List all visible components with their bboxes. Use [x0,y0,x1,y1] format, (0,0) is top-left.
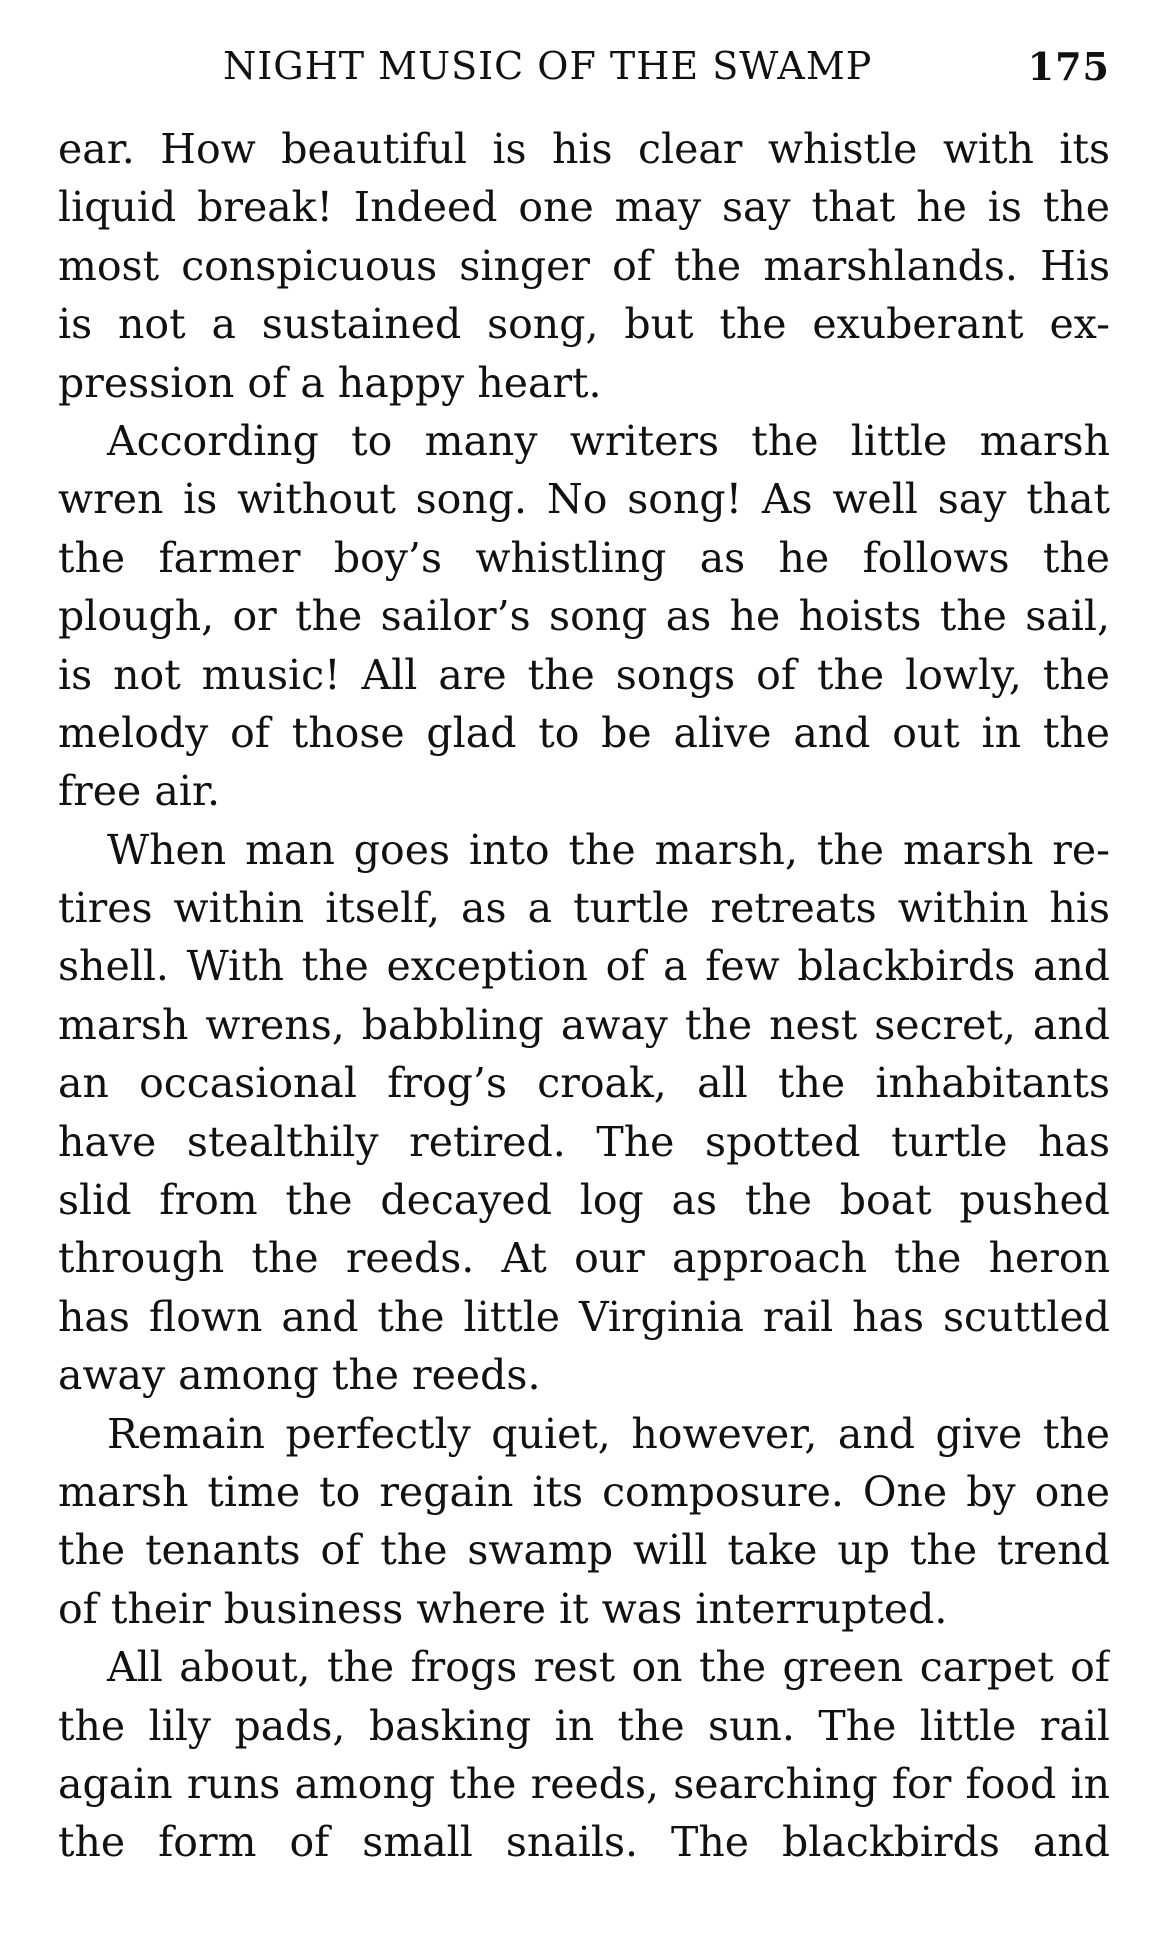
text-line: marsh wrens, babbling away the nest secret, and [58,1000,1110,1049]
text-line: again runs among the reeds, searching for food in [58,1759,1110,1808]
text-line: is not music! All are the songs of the lowly, the [58,650,1110,699]
text-line: is not a sustained song, but the exuberant ex- [58,300,1110,349]
paragraph-3 [58,821,1110,1405]
running-title: NIGHT MUSIC OF THE SWAMP [223,44,873,88]
text-line: shell. With the exception of a few blackbirds and [58,942,1110,991]
page-number: 175 [1027,44,1110,89]
text-line: has flown and the little Virginia rail has scuttled [58,1292,1110,1341]
body-text [58,120,1110,1872]
text-line: According to many writers the little marsh [107,416,1110,465]
running-head [60,44,1110,104]
text-line: When man goes into the marsh, the marsh re- [107,825,1110,874]
text-line: free air. [58,767,221,816]
text-line: an occasional frog’s croak, all the inhabitants [58,1059,1110,1108]
text-line: away among the reeds. [58,1351,541,1400]
text-line: marsh time to regain its composure. One by one [58,1467,1110,1516]
text-line: slid from the decayed log as the boat pushed [58,1176,1110,1225]
text-line: through the reeds. At our approach the heron [58,1234,1110,1283]
text-line: have stealthily retired. The spotted turtle has [58,1117,1110,1166]
text-line: wren is without song. No song! As well say that [58,475,1110,524]
text-line: of their business where it was interrupted. [58,1584,948,1633]
text-line: pression of a happy heart. [58,358,602,407]
text-line: tires within itself, as a turtle retreats within his [58,884,1110,933]
text-line: the form of small snails. The blackbirds and [58,1818,1110,1867]
text-line: All about, the frogs rest on the green carpet of [107,1643,1110,1692]
paragraph-4 [58,1405,1110,1639]
text-line: plough, or the sailor’s song as he hoists the sail, [58,592,1110,641]
text-line: ear. How beautiful is his clear whistle with its [58,125,1110,173]
paragraph-2 [58,412,1110,821]
text-line: Remain perfectly quiet, however, and give the [107,1409,1110,1458]
text-line: the tenants of the swamp will take up the trend [58,1526,1110,1575]
paragraph-1 [58,120,1110,412]
text-line: the farmer boy’s whistling as he follows the [58,533,1110,582]
text-line: most conspicuous singer of the marshlands. His [58,241,1110,290]
text-line: liquid break! Indeed one may say that he is the [58,183,1110,232]
paragraph-5 [58,1638,1110,1872]
text-line: melody of those glad to be alive and out in the [58,708,1110,757]
text-line: the lily pads, basking in the sun. The little rail [58,1701,1110,1750]
